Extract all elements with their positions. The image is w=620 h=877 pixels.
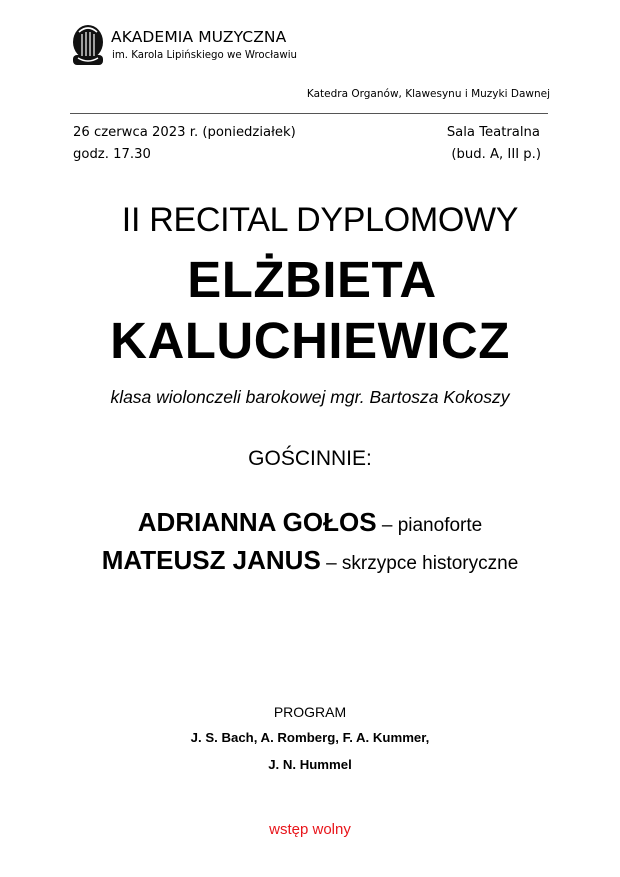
- event-venue: Sala Teatralna: [446, 125, 540, 140]
- program-composers-line-1: J. S. Bach, A. Romberg, F. A. Kummer,: [190, 730, 430, 745]
- header-divider: [70, 113, 548, 114]
- performer-last-name: KALUCHIEWICZ: [110, 312, 510, 369]
- program-composers-line-2: J. N. Hummel: [268, 757, 352, 772]
- program-heading: PROGRAM: [273, 704, 347, 720]
- institution-name: AKADEMIA MUZYCZNA: [111, 28, 287, 46]
- institution-subtitle: im. Karola Lipińskiego we Wrocławiu: [112, 50, 297, 61]
- lyre-logo-icon: [70, 22, 106, 72]
- event-venue-detail: (bud. A, III p.): [451, 147, 541, 162]
- recital-title: II RECITAL DYPLOMOWY: [121, 201, 519, 239]
- guest-name: ADRIANNA GOŁOS: [137, 507, 377, 537]
- event-time: godz. 17.30: [73, 147, 151, 162]
- guest-name: MATEUSZ JANUS: [101, 545, 321, 575]
- guests-heading: GOŚCINNIE:: [248, 447, 372, 470]
- guest-instrument: – skrzypce historyczne: [320, 553, 519, 574]
- event-date: 26 czerwca 2023 r. (poniedziałek): [73, 125, 296, 140]
- guest-line: [0, 507, 620, 538]
- admission-note: wstęp wolny: [269, 821, 351, 838]
- guest-instrument: – pianoforte: [376, 515, 483, 536]
- guest-line: [0, 545, 620, 576]
- performer-first-name: ELŻBIETA: [187, 251, 437, 308]
- performer-class: klasa wiolonczeli barokowej mgr. Bartosza Kokoszy: [110, 387, 510, 407]
- department-name: Katedra Organów, Klawesynu i Muzyki Dawnej: [306, 88, 550, 100]
